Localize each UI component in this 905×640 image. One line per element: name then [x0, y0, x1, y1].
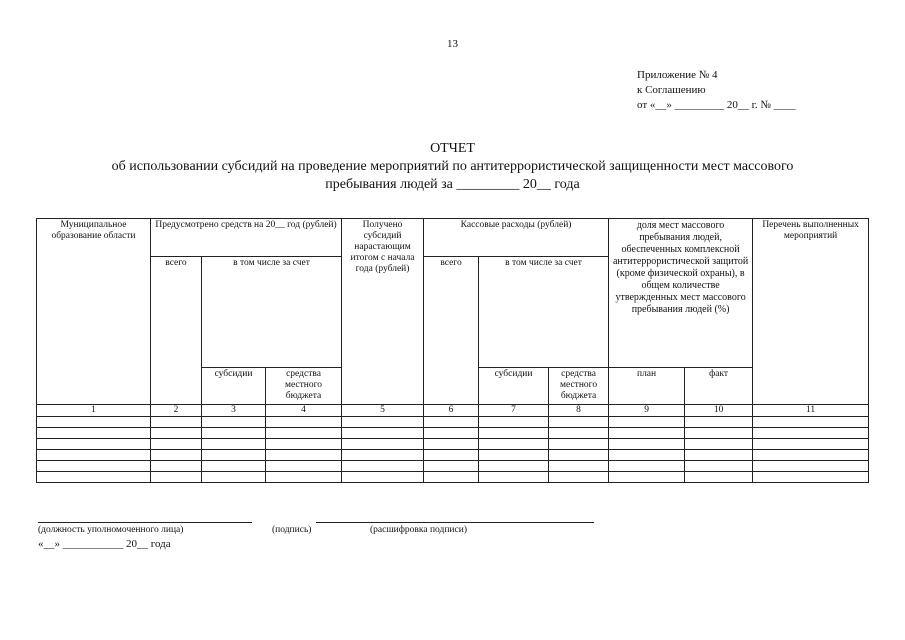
report-table — [36, 218, 869, 483]
column-number: 6 — [424, 405, 479, 417]
column-number: 2 — [151, 405, 202, 417]
table-cell — [685, 472, 753, 483]
table-cell — [685, 439, 753, 450]
table-cell — [342, 428, 424, 439]
table-cell — [151, 450, 202, 461]
decode-signature-line — [372, 522, 594, 523]
table-cell — [753, 417, 869, 428]
column-number: 5 — [342, 405, 424, 417]
report-title: ОТЧЕТ — [430, 141, 475, 156]
table-cell — [266, 439, 342, 450]
table-cell — [424, 439, 479, 450]
appendix-block — [637, 68, 796, 113]
table-cell — [609, 417, 685, 428]
table-cell — [609, 472, 685, 483]
header-cash: Кассовые расходы (рублей) — [424, 219, 609, 257]
table-cell — [37, 428, 151, 439]
table-cell — [753, 472, 869, 483]
table-cell — [37, 450, 151, 461]
table-cell — [609, 439, 685, 450]
sign-signature-line — [316, 522, 376, 523]
table-cell — [202, 428, 266, 439]
table-cell — [202, 472, 266, 483]
table-cell — [753, 461, 869, 472]
table-cell — [549, 417, 609, 428]
sign-label: (подпись) — [272, 525, 312, 535]
column-number: 1 — [37, 405, 151, 417]
table-cell — [424, 461, 479, 472]
table-cell — [685, 461, 753, 472]
column-number: 10 — [685, 405, 753, 417]
report-subtitle: пребывания людей за _________ 20__ года — [325, 177, 580, 192]
table-row — [37, 450, 869, 461]
page-number: 13 — [447, 38, 458, 50]
table-row — [37, 461, 869, 472]
header-cash-subsidies: субсидии — [479, 368, 549, 405]
column-number: 8 — [549, 405, 609, 417]
table-cell — [202, 461, 266, 472]
table-cell — [753, 450, 869, 461]
header-municipality: Муниципальное образование области — [37, 219, 151, 405]
table-cell — [342, 461, 424, 472]
table-cell — [266, 450, 342, 461]
appendix-line: Приложение № 4 — [637, 69, 718, 81]
table-cell — [202, 417, 266, 428]
table-cell — [479, 417, 549, 428]
header-cash-total: всего — [424, 257, 479, 405]
table-row — [37, 417, 869, 428]
table-cell — [342, 472, 424, 483]
header-planned-subsidies: субсидии — [202, 368, 266, 405]
header-share-fact: факт — [685, 368, 753, 405]
header-planned: Предусмотрено средств на 20__ год (рублей) — [151, 219, 342, 257]
header-share: доля мест массового пребывания людей, обеспеченных комплексной антитеррористической защитой (кроме физической охраны), в общем количестве утвержденных мест массового пребывания людей (%) — [609, 219, 753, 368]
table-cell — [266, 461, 342, 472]
decode-label: (расшифровка подписи) — [370, 525, 467, 535]
table-cell — [151, 461, 202, 472]
table-cell — [549, 450, 609, 461]
table-cell — [685, 417, 753, 428]
table-cell — [753, 428, 869, 439]
table-cell — [342, 417, 424, 428]
table-cell — [424, 417, 479, 428]
header-cash-local: средства местного бюджета — [549, 368, 609, 405]
table-cell — [479, 461, 549, 472]
table-cell — [37, 417, 151, 428]
table-cell — [37, 461, 151, 472]
report-subtitle: об использовании субсидий на проведение мероприятий по антитеррористической защищенности мест массового — [111, 159, 794, 174]
table-cell — [424, 428, 479, 439]
appendix-line: к Соглашению — [637, 84, 706, 96]
column-number: 7 — [479, 405, 549, 417]
table-cell — [424, 450, 479, 461]
table-cell — [266, 417, 342, 428]
table-cell — [685, 450, 753, 461]
column-number: 4 — [266, 405, 342, 417]
header-planned-total: всего — [151, 257, 202, 405]
table-cell — [151, 428, 202, 439]
column-number: 9 — [609, 405, 685, 417]
column-number: 3 — [202, 405, 266, 417]
header-cash-including: в том числе за счет — [479, 257, 609, 368]
table-cell — [151, 417, 202, 428]
table-cell — [609, 428, 685, 439]
table-cell — [479, 439, 549, 450]
table-cell — [37, 439, 151, 450]
table-cell — [266, 428, 342, 439]
table-cell — [202, 439, 266, 450]
header-share-plan: план — [609, 368, 685, 405]
header-planned-local: средства местного бюджета — [266, 368, 342, 405]
table-cell — [549, 439, 609, 450]
table-cell — [549, 428, 609, 439]
table-cell — [479, 472, 549, 483]
table-cell — [479, 428, 549, 439]
header-activities: Перечень выполненных мероприятий — [753, 219, 869, 405]
table-row — [37, 472, 869, 483]
table-cell — [342, 439, 424, 450]
table-cell — [266, 472, 342, 483]
column-number-row — [37, 405, 869, 417]
signature-date: «__» ___________ 20__ года — [38, 538, 171, 550]
table-row — [37, 428, 869, 439]
table-cell — [479, 450, 549, 461]
table-cell — [753, 439, 869, 450]
table-cell — [342, 450, 424, 461]
table-cell — [549, 461, 609, 472]
table-cell — [609, 450, 685, 461]
position-signature-line — [38, 522, 252, 523]
header-received: Получено субсидий нарастающим итогом с начала года (рублей) — [342, 219, 424, 405]
column-number: 11 — [753, 405, 869, 417]
report-title-block — [30, 140, 875, 194]
table-cell — [685, 428, 753, 439]
table-cell — [609, 461, 685, 472]
table-cell — [424, 472, 479, 483]
appendix-line: от «__» _________ 20__ г. № ____ — [637, 99, 796, 111]
table-row — [37, 439, 869, 450]
header-planned-including: в том числе за счет — [202, 257, 342, 368]
table-cell — [37, 472, 151, 483]
position-label: (должность уполномоченного лица) — [38, 525, 184, 535]
table-cell — [202, 450, 266, 461]
table-cell — [549, 472, 609, 483]
table-cell — [151, 472, 202, 483]
table-cell — [151, 439, 202, 450]
